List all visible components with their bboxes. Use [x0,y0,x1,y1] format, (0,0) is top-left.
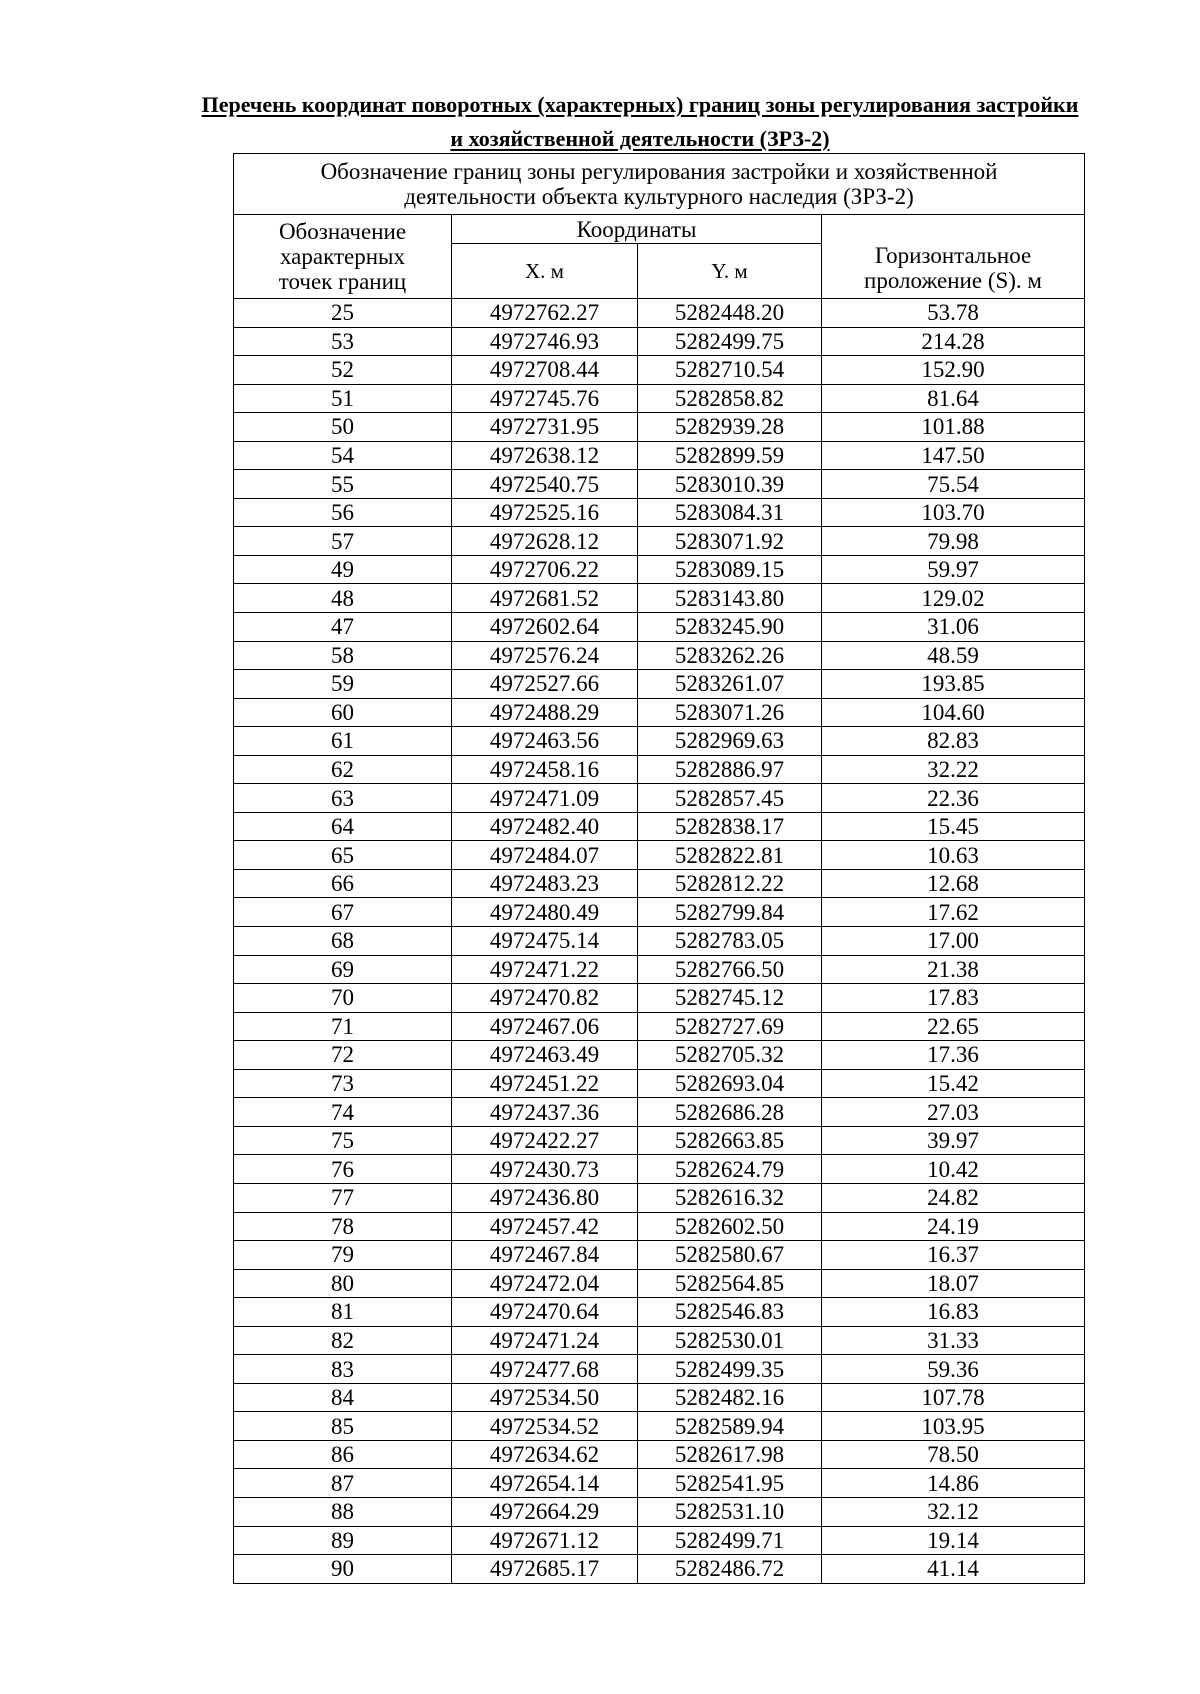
column-header-distance-line-1: Горизонтальное [874,242,1032,268]
y-coordinate-cell: 5282663.85 [638,1126,822,1155]
x-coordinate-cell: 4972681.52 [452,584,638,613]
distance-cell: 10.63 [822,841,1085,870]
y-coordinate-cell: 5282616.32 [638,1183,822,1212]
table-row [234,784,1085,813]
point-number-cell: 67 [234,898,452,927]
point-number-cell: 82 [234,1326,452,1355]
distance-cell: 39.97 [822,1126,1085,1155]
point-number-cell: 74 [234,1098,452,1127]
point-number-cell: 88 [234,1497,452,1526]
y-coordinate-cell: 5283071.92 [638,527,822,556]
point-number-cell: 76 [234,1155,452,1184]
distance-cell: 24.82 [822,1183,1085,1212]
y-coordinate-cell: 5283089.15 [638,555,822,584]
table-row [234,1497,1085,1526]
y-coordinate-cell: 5283245.90 [638,613,822,642]
distance-cell: 16.37 [822,1241,1085,1270]
y-coordinate-cell: 5282482.16 [638,1383,822,1412]
y-coordinate-cell: 5282564.85 [638,1269,822,1298]
table-row [234,1412,1085,1441]
table-row [234,1069,1085,1098]
y-coordinate-cell: 5282886.97 [638,755,822,784]
table-row [234,1298,1085,1327]
distance-cell: 59.36 [822,1355,1085,1384]
point-number-cell: 89 [234,1526,452,1555]
x-coordinate-cell: 4972525.16 [452,498,638,527]
x-coordinate-cell: 4972762.27 [452,299,638,328]
group-header-line-1: Обозначение границ зоны регулирования застройки и хозяйственной [320,159,998,184]
x-coordinate-cell: 4972458.16 [452,755,638,784]
table-row [234,1098,1085,1127]
document-title-line-1: Перечень координат поворотных (характерных) границ зоны регулирования застройки [201,92,1079,117]
point-number-cell: 58 [234,641,452,670]
x-coordinate-cell: 4972540.75 [452,470,638,499]
distance-cell: 129.02 [822,584,1085,613]
y-coordinate-cell: 5282838.17 [638,812,822,841]
x-coordinate-cell: 4972422.27 [452,1126,638,1155]
distance-cell: 81.64 [822,384,1085,413]
x-coordinate-cell: 4972534.52 [452,1412,638,1441]
table-row [234,841,1085,870]
group-header-line-2: деятельности объекта культурного наследия (ЗРЗ-2) [404,184,914,209]
y-coordinate-cell: 5282602.50 [638,1212,822,1241]
y-coordinate-cell: 5282812.22 [638,869,822,898]
x-coordinate-cell: 4972634.62 [452,1440,638,1469]
point-number-cell: 69 [234,955,452,984]
point-number-cell: 81 [234,1298,452,1327]
point-number-cell: 56 [234,498,452,527]
distance-cell: 101.88 [822,413,1085,442]
y-coordinate-cell: 5282448.20 [638,299,822,328]
point-number-cell: 86 [234,1440,452,1469]
x-coordinate-cell: 4972534.50 [452,1383,638,1412]
x-coordinate-cell: 4972685.17 [452,1555,638,1584]
point-number-cell: 60 [234,698,452,727]
x-coordinate-cell: 4972467.84 [452,1241,638,1270]
table-row [234,869,1085,898]
x-coordinate-cell: 4972463.56 [452,727,638,756]
y-coordinate-cell: 5282822.81 [638,841,822,870]
distance-cell: 53.78 [822,299,1085,328]
point-number-cell: 64 [234,812,452,841]
distance-cell: 17.83 [822,984,1085,1013]
table-row [234,527,1085,556]
distance-cell: 15.45 [822,812,1085,841]
coordinates-table [233,153,1085,1584]
table-row [234,984,1085,1013]
distance-cell: 75.54 [822,470,1085,499]
column-header-point-line-3: точек границ [278,269,407,294]
y-coordinate-cell: 5282486.72 [638,1555,822,1584]
y-coordinate-cell: 5282705.32 [638,1041,822,1070]
y-coordinate-cell: 5282624.79 [638,1155,822,1184]
x-coordinate-cell: 4972430.73 [452,1155,638,1184]
point-number-cell: 70 [234,984,452,1013]
y-coordinate-cell: 5283071.26 [638,698,822,727]
distance-cell: 78.50 [822,1440,1085,1469]
y-coordinate-cell: 5282617.98 [638,1440,822,1469]
distance-cell: 16.83 [822,1298,1085,1327]
point-number-cell: 71 [234,1012,452,1041]
distance-cell: 59.97 [822,555,1085,584]
distance-cell: 18.07 [822,1269,1085,1298]
y-coordinate-cell: 5282686.28 [638,1098,822,1127]
point-number-cell: 72 [234,1041,452,1070]
x-coordinate-cell: 4972483.23 [452,869,638,898]
y-coordinate-cell: 5283261.07 [638,670,822,699]
point-number-cell: 55 [234,470,452,499]
document-title [150,88,1130,156]
x-coordinate-cell: 4972746.93 [452,327,638,356]
distance-cell: 82.83 [822,727,1085,756]
x-coordinate-cell: 4972664.29 [452,1497,638,1526]
point-number-cell: 47 [234,613,452,642]
y-coordinate-cell: 5282799.84 [638,898,822,927]
table-row [234,1355,1085,1384]
x-coordinate-cell: 4972708.44 [452,356,638,385]
distance-cell: 48.59 [822,641,1085,670]
point-number-cell: 90 [234,1555,452,1584]
x-coordinate-cell: 4972470.82 [452,984,638,1013]
distance-cell: 17.00 [822,927,1085,956]
table-row [234,413,1085,442]
table-row [234,1326,1085,1355]
x-coordinate-cell: 4972706.22 [452,555,638,584]
point-number-cell: 52 [234,356,452,385]
point-number-cell: 77 [234,1183,452,1212]
table-row [234,1383,1085,1412]
y-coordinate-cell: 5282899.59 [638,441,822,470]
point-number-cell: 68 [234,927,452,956]
table-row [234,584,1085,613]
y-coordinate-cell: 5282499.35 [638,1355,822,1384]
x-coordinate-cell: 4972484.07 [452,841,638,870]
distance-cell: 79.98 [822,527,1085,556]
point-number-cell: 49 [234,555,452,584]
point-number-cell: 48 [234,584,452,613]
x-coordinate-cell: 4972463.49 [452,1041,638,1070]
x-coordinate-cell: 4972477.68 [452,1355,638,1384]
x-coordinate-cell: 4972488.29 [452,698,638,727]
y-coordinate-cell: 5282710.54 [638,356,822,385]
point-number-cell: 61 [234,727,452,756]
y-coordinate-cell: 5282783.05 [638,927,822,956]
x-coordinate-cell: 4972437.36 [452,1098,638,1127]
distance-cell: 24.19 [822,1212,1085,1241]
table-row [234,327,1085,356]
y-coordinate-cell: 5283262.26 [638,641,822,670]
distance-cell: 14.86 [822,1469,1085,1498]
point-number-cell: 80 [234,1269,452,1298]
table-row [234,1440,1085,1469]
point-number-cell: 65 [234,841,452,870]
x-coordinate-cell: 4972527.66 [452,670,638,699]
table-row [234,641,1085,670]
point-number-cell: 87 [234,1469,452,1498]
table-row [234,1212,1085,1241]
point-number-cell: 79 [234,1241,452,1270]
column-header-x: X. м [452,244,638,299]
x-coordinate-cell: 4972467.06 [452,1012,638,1041]
point-number-cell: 25 [234,299,452,328]
distance-cell: 17.36 [822,1041,1085,1070]
x-coordinate-cell: 4972471.09 [452,784,638,813]
point-number-cell: 63 [234,784,452,813]
y-coordinate-cell: 5282546.83 [638,1298,822,1327]
y-coordinate-cell: 5283143.80 [638,584,822,613]
distance-cell: 103.70 [822,498,1085,527]
distance-cell: 12.68 [822,869,1085,898]
distance-cell: 104.60 [822,698,1085,727]
distance-cell: 21.38 [822,955,1085,984]
table-group-header [234,154,1085,215]
point-number-cell: 75 [234,1126,452,1155]
x-coordinate-cell: 4972602.64 [452,613,638,642]
x-coordinate-cell: 4972638.12 [452,441,638,470]
table-row [234,1126,1085,1155]
point-number-cell: 59 [234,670,452,699]
x-coordinate-cell: 4972457.42 [452,1212,638,1241]
x-coordinate-cell: 4972480.49 [452,898,638,927]
y-coordinate-cell: 5282541.95 [638,1469,822,1498]
y-coordinate-cell: 5282530.01 [638,1326,822,1355]
y-coordinate-cell: 5282499.75 [638,327,822,356]
document-title-line-2: и хозяйственной деятельности (ЗРЗ-2) [450,126,830,151]
table-row [234,898,1085,927]
column-header-coordinates: Координаты [452,215,822,244]
table-row [234,1469,1085,1498]
y-coordinate-cell: 5282531.10 [638,1497,822,1526]
x-coordinate-cell: 4972745.76 [452,384,638,413]
distance-cell: 10.42 [822,1155,1085,1184]
distance-cell: 32.12 [822,1497,1085,1526]
table-row [234,927,1085,956]
distance-cell: 17.62 [822,898,1085,927]
point-number-cell: 54 [234,441,452,470]
table-row [234,1526,1085,1555]
distance-cell: 19.14 [822,1526,1085,1555]
y-coordinate-cell: 5283010.39 [638,470,822,499]
x-coordinate-cell: 4972472.04 [452,1269,638,1298]
x-coordinate-cell: 4972671.12 [452,1526,638,1555]
y-coordinate-cell: 5282693.04 [638,1069,822,1098]
distance-cell: 41.14 [822,1555,1085,1584]
point-number-cell: 78 [234,1212,452,1241]
table-row [234,1155,1085,1184]
x-coordinate-cell: 4972482.40 [452,812,638,841]
y-coordinate-cell: 5282727.69 [638,1012,822,1041]
table-row [234,498,1085,527]
table-row [234,555,1085,584]
table-row [234,470,1085,499]
x-coordinate-cell: 4972436.80 [452,1183,638,1212]
point-number-cell: 85 [234,1412,452,1441]
column-header-distance-line-2: проложение (S). м [864,267,1042,293]
table-row [234,1555,1085,1584]
table-row [234,356,1085,385]
distance-cell: 31.33 [822,1326,1085,1355]
column-header-point [234,215,452,299]
y-coordinate-cell: 5282857.45 [638,784,822,813]
table-row [234,1041,1085,1070]
x-coordinate-cell: 4972451.22 [452,1069,638,1098]
y-coordinate-cell: 5282580.67 [638,1241,822,1270]
x-coordinate-cell: 4972731.95 [452,413,638,442]
column-header-y: Y. м [638,244,822,299]
x-coordinate-cell: 4972576.24 [452,641,638,670]
y-coordinate-cell: 5282858.82 [638,384,822,413]
table-row [234,698,1085,727]
y-coordinate-cell: 5282745.12 [638,984,822,1013]
y-coordinate-cell: 5282939.28 [638,413,822,442]
point-number-cell: 50 [234,413,452,442]
x-coordinate-cell: 4972654.14 [452,1469,638,1498]
distance-cell: 15.42 [822,1069,1085,1098]
y-coordinate-cell: 5282589.94 [638,1412,822,1441]
point-number-cell: 51 [234,384,452,413]
y-coordinate-cell: 5282969.63 [638,727,822,756]
distance-cell: 22.65 [822,1012,1085,1041]
point-number-cell: 84 [234,1383,452,1412]
table-row [234,1269,1085,1298]
table-row [234,613,1085,642]
distance-cell: 27.03 [822,1098,1085,1127]
table-row [234,955,1085,984]
y-coordinate-cell: 5282499.71 [638,1526,822,1555]
y-coordinate-cell: 5282766.50 [638,955,822,984]
x-coordinate-cell: 4972471.24 [452,1326,638,1355]
table-row [234,670,1085,699]
table-row [234,727,1085,756]
x-coordinate-cell: 4972470.64 [452,1298,638,1327]
table-row [234,1183,1085,1212]
table-row [234,299,1085,328]
point-number-cell: 57 [234,527,452,556]
point-number-cell: 83 [234,1355,452,1384]
point-number-cell: 73 [234,1069,452,1098]
distance-cell: 214.28 [822,327,1085,356]
table-body [234,299,1085,1584]
distance-cell: 107.78 [822,1383,1085,1412]
table-row [234,1012,1085,1041]
point-number-cell: 66 [234,869,452,898]
column-header-point-line-2: характерных [279,244,405,269]
table-row [234,755,1085,784]
distance-cell: 103.95 [822,1412,1085,1441]
table-row [234,812,1085,841]
distance-cell: 31.06 [822,613,1085,642]
x-coordinate-cell: 4972471.22 [452,955,638,984]
point-number-cell: 62 [234,755,452,784]
column-header-distance [822,215,1085,299]
x-coordinate-cell: 4972475.14 [452,927,638,956]
table-row [234,1241,1085,1270]
distance-cell: 22.36 [822,784,1085,813]
table-row [234,384,1085,413]
x-coordinate-cell: 4972628.12 [452,527,638,556]
y-coordinate-cell: 5283084.31 [638,498,822,527]
distance-cell: 152.90 [822,356,1085,385]
distance-cell: 193.85 [822,670,1085,699]
table-row [234,441,1085,470]
distance-cell: 32.22 [822,755,1085,784]
point-number-cell: 53 [234,327,452,356]
column-header-point-line-1: Обозначение [278,219,407,244]
distance-cell: 147.50 [822,441,1085,470]
